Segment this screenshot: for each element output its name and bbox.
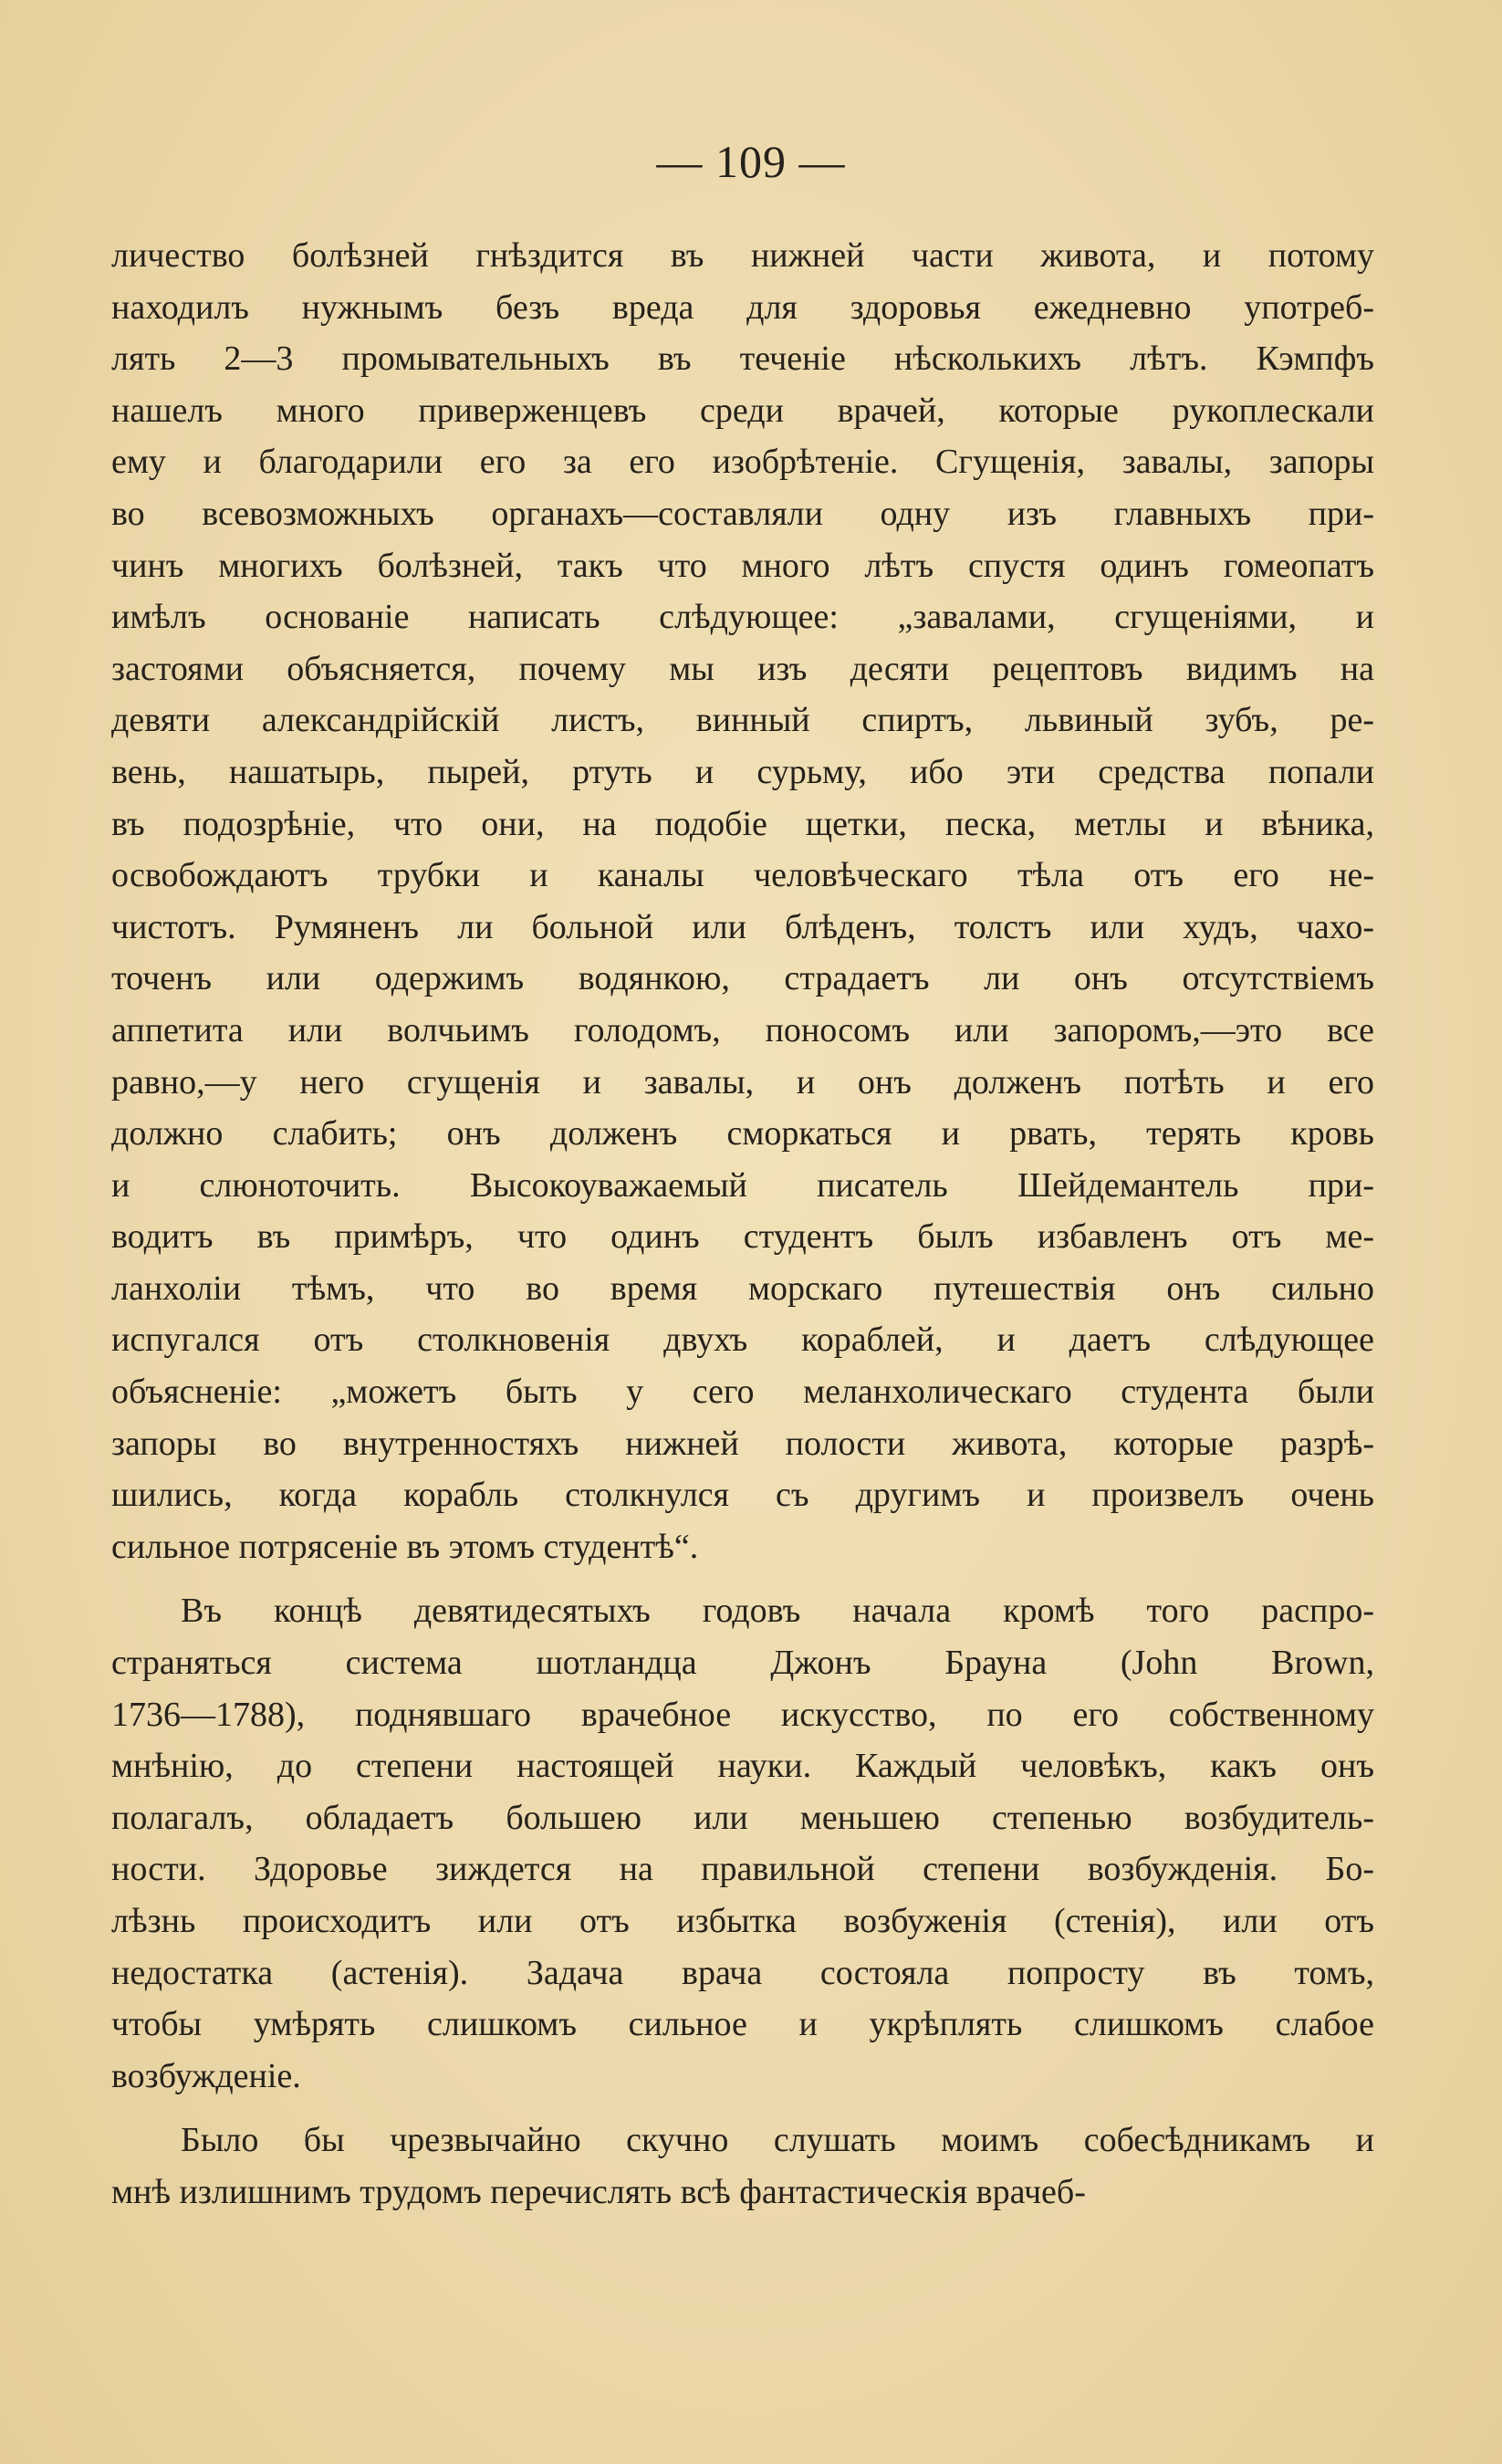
text-line: равно,—у него сгущенія и завалы, и онъ долженъ потѣть и его xyxy=(111,1062,1374,1101)
text-line: мнѣнію, до степени настоящей науки. Каждый человѣкъ, какъ онъ xyxy=(111,1747,1374,1786)
text-line: вень, нашатырь, пырей, ртуть и сурьму, ибо эти средства попали xyxy=(111,752,1374,791)
text-line: испугался отъ столкновенія двухъ кораблей, и даетъ слѣдующее xyxy=(111,1321,1374,1360)
text-line: Было бы чрезвычайно скучно слушать моимъ собесѣдникамъ и xyxy=(181,2121,1374,2160)
text-line: находилъ нужнымъ безъ вреда для здоровья ежедневно употреб- xyxy=(111,287,1374,327)
paragraph xyxy=(111,1585,1374,2102)
text-line: запоры во внутренностяхъ нижней полости живота, которые разрѣ- xyxy=(111,1424,1374,1463)
paragraph-gap xyxy=(111,2102,1374,2114)
text-line: шились, когда корабль столкнулся съ другимъ и произвелъ очень xyxy=(111,1476,1374,1515)
paragraph xyxy=(111,2114,1374,2218)
text-line: и слюноточить. Высокоуважаемый писатель Шейдемантель при- xyxy=(111,1165,1374,1205)
text-line: чтобы умѣрять слишкомъ сильное и укрѣплять слишкомъ слабое xyxy=(111,2005,1374,2044)
text-line: объясненіе: „можетъ быть у сего меланхолическаго студента были xyxy=(111,1373,1374,1412)
text-line: въ подозрѣніе, что они, на подобіе щетки, песка, метлы и вѣника, xyxy=(111,804,1374,843)
text-line: имѣлъ основаніе написать слѣдующее: „завалами, сгущеніями, и xyxy=(111,598,1374,637)
text-line: лять 2—3 промывательныхъ въ теченіе нѣсколькихъ лѣтъ. Кэмпфъ xyxy=(111,339,1374,379)
text-line: ему и благодарили его за его изобрѣтеніе. Сгущенія, завалы, запоры xyxy=(111,443,1374,482)
text-line: личество болѣзней гнѣздится въ нижней части живота, и потому xyxy=(111,236,1374,275)
text-line: Въ концѣ девятидесятыхъ годовъ начала кромѣ того распро- xyxy=(181,1592,1374,1631)
text-line: возбужденіе. xyxy=(111,2056,301,2095)
text-line: чинъ многихъ болѣзней, такъ что много лѣтъ спустя одинъ гомеопатъ xyxy=(111,546,1374,585)
text-line: сильное потрясеніе въ этомъ студентѣ“. xyxy=(111,1527,699,1566)
text-line: должно слабить; онъ долженъ сморкаться и рвать, терять кровь xyxy=(111,1114,1374,1154)
text-line: мнѣ излишнимъ трудомъ перечислять всѣ фантастическія врачеб- xyxy=(111,2172,1086,2211)
text-line: застоями объясняется, почему мы изъ десяти рецептовъ видимъ на xyxy=(111,649,1374,688)
text-line: ланхоліи тѣмъ, что во время морскаго путешествія онъ сильно xyxy=(111,1269,1374,1308)
text-line: во всевозможныхъ органахъ—составляли одну изъ главныхъ при- xyxy=(111,494,1374,533)
paragraph xyxy=(111,230,1374,1572)
text-line: точенъ или одержимъ водянкою, страдаетъ ли онъ отсутствіемъ xyxy=(111,959,1374,998)
text-line: недостатка (астенія). Задача врача состояла попросту въ томъ, xyxy=(111,1953,1374,1992)
text-line: 1736—1788), поднявшаго врачебное искусство, по его собственному xyxy=(111,1695,1374,1734)
text-line: ности. Здоровье зиждется на правильной степени возбужденія. Бо- xyxy=(111,1850,1374,1889)
text-line: нашелъ много приверженцевъ среди врачей, которые рукоплескали xyxy=(111,391,1374,430)
text-line: чистотъ. Румяненъ ли больной или блѣденъ, толстъ или худъ, чахо- xyxy=(111,907,1374,946)
text-line: полагалъ, обладаетъ большею или меньшею степенью возбудитель- xyxy=(111,1798,1374,1837)
text-line: аппетита или волчьимъ голодомъ, поносомъ или запоромъ,—это все xyxy=(111,1010,1374,1049)
text-line: освобождаютъ трубки и каналы человѣческаго тѣла отъ его не- xyxy=(111,856,1374,895)
page-number: — 109 — xyxy=(656,136,846,187)
text-line: девяти александрійскій листъ, винный спиртъ, львиный зубъ, ре- xyxy=(111,701,1374,740)
body-text xyxy=(111,230,1374,2219)
text-line: водитъ въ примѣръ, что одинъ студентъ былъ избавленъ отъ ме- xyxy=(111,1217,1374,1257)
text-line: страняться система шотландца Джонъ Брауна (John Brown, xyxy=(111,1644,1374,1683)
text-line: лѣзнь происходитъ или отъ избытка возбуженія (стенія), или отъ xyxy=(111,1902,1374,1940)
paragraph-gap xyxy=(111,1572,1374,1585)
